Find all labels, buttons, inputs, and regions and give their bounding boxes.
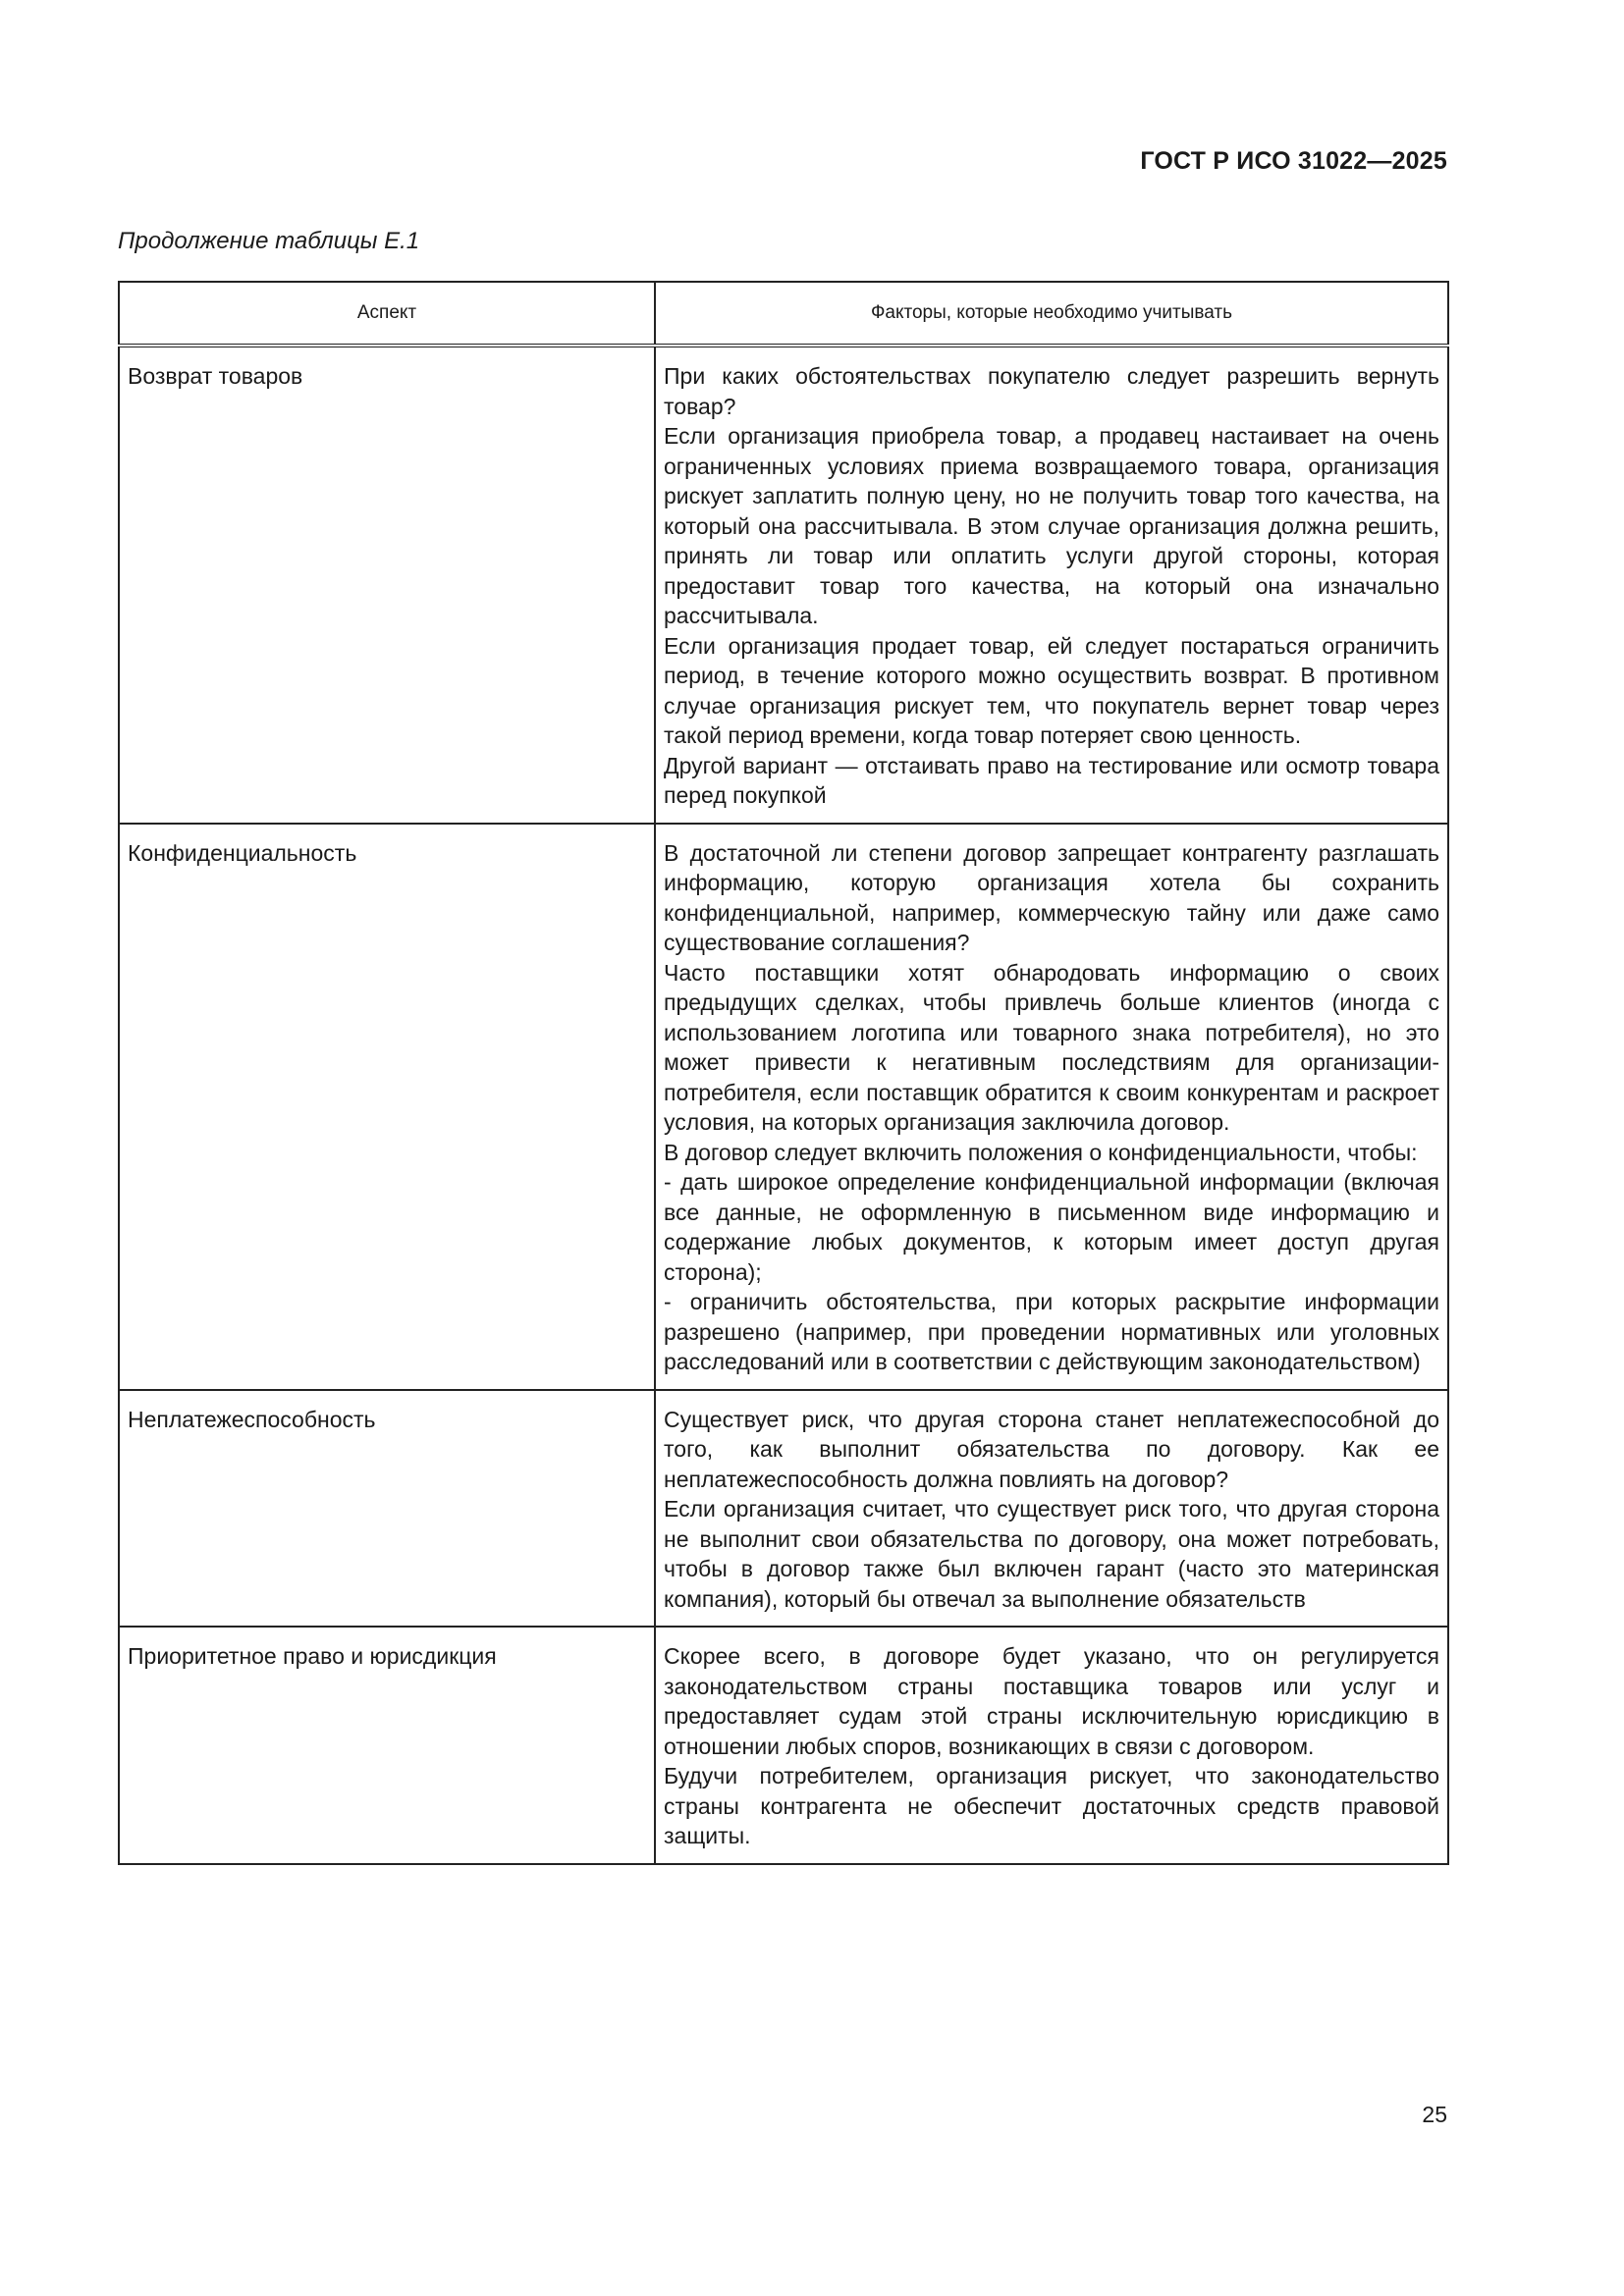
- factors-table-container: [118, 281, 1447, 1865]
- aspect-cell: Приоритетное право и юрисдикция: [119, 1627, 655, 1864]
- factors-cell: [655, 1390, 1448, 1628]
- factor-paragraph: Будучи потребителем, организация рискует, что законодательство страны контрагента не обеспечит достаточных средств правовой защиты.: [664, 1763, 1439, 1848]
- column-header-aspect: Аспект: [119, 282, 655, 346]
- column-header-factors: Факторы, которые необходимо учитывать: [655, 282, 1448, 346]
- aspect-cell: Конфиденциальность: [119, 824, 655, 1390]
- page-number: 25: [1422, 2102, 1447, 2127]
- document-id: ГОСТ Р ИСО 31022—2025: [1140, 147, 1447, 175]
- table-header-row: [119, 282, 1448, 346]
- factors-table: [118, 281, 1449, 1865]
- factor-paragraph: Существует риск, что другая сторона станет неплатежеспособной до того, как выполнит обязательства по договору. Как ее неплатежеспособность должна повлиять на договор?: [664, 1406, 1439, 1492]
- table-row: [119, 1627, 1448, 1864]
- factor-paragraph: Если организация продает товар, ей следует постараться ограничить период, в течение которого можно осуществить возврат. В противном случае организация рискует тем, что покупатель вернет товар через такой период времени, когда товар потеряет свою ценность.: [664, 632, 1439, 748]
- table-row: [119, 1390, 1448, 1628]
- factor-paragraph: В достаточной ли степени договор запрещает контрагенту разглашать информацию, которую организация хотела бы сохранить конфиденциальной, например, коммерческую тайну или даже само существование соглашения?: [664, 839, 1439, 955]
- factor-paragraph: Если организация считает, что существует риск того, что другая сторона не выполнит свои обязательства по договору, она может потребовать, чтобы в договор также был включен гарант (часто это материнская компания), который бы отвечал за выполнение обязательств: [664, 1496, 1439, 1612]
- factor-paragraph: При каких обстоятельствах покупателю следует разрешить вернуть товар?: [664, 363, 1439, 419]
- factors-cell: [655, 824, 1448, 1390]
- table-row: [119, 824, 1448, 1390]
- factor-paragraph: Другой вариант — отстаивать право на тестирование или осмотр товара перед покупкой: [664, 752, 1439, 808]
- factor-paragraph: Часто поставщики хотят обнародовать информацию о своих предыдущих сделках, чтобы привлечь больше клиентов (иногда с использованием логотипа или товарного знака потребителя), но это может привести к негативным последствиям для организации-потребителя, если поставщик обратится к своим конкурентам и раскроет условия, на которых организация заключила договор.: [664, 959, 1439, 1135]
- table-row: [119, 346, 1448, 824]
- factor-paragraph: Если организация приобрела товар, а продавец настаивает на очень ограниченных условиях приема возвращаемого товара, организация рискует заплатить полную цену, но не получить товар того качества, на который она рассчитывала. В этом случае организация должна решить, принять ли товар или оплатить услуги другой стороны, которая предоставит товар того качества, на который она изначально рассчитывала.: [664, 423, 1439, 628]
- factors-cell: [655, 1627, 1448, 1864]
- factor-paragraph: - ограничить обстоятельства, при которых раскрытие информации разрешено (например, при проведении нормативных или уголовных расследований или в соответствии с действующим законодательством): [664, 1289, 1439, 1374]
- table-continuation-caption: Продолжение таблицы Е.1: [118, 228, 420, 254]
- aspect-cell: Возврат товаров: [119, 346, 655, 824]
- factor-paragraph: Скорее всего, в договоре будет указано, что он регулируется законодательством страны поставщика товаров или услуг и предоставляет судам этой страны исключительную юрисдикцию в отношении любых споров, возникающих в связи с договором.: [664, 1643, 1439, 1759]
- factors-cell: [655, 346, 1448, 824]
- factor-paragraph: - дать широкое определение конфиденциальной информации (включая все данные, не оформленную в письменном виде информацию и содержание любых документов, к которым имеет доступ другая сторона);: [664, 1169, 1439, 1285]
- factor-paragraph: В договор следует включить положения о конфиденциальности, чтобы:: [664, 1139, 1418, 1165]
- aspect-cell: Неплатежеспособность: [119, 1390, 655, 1628]
